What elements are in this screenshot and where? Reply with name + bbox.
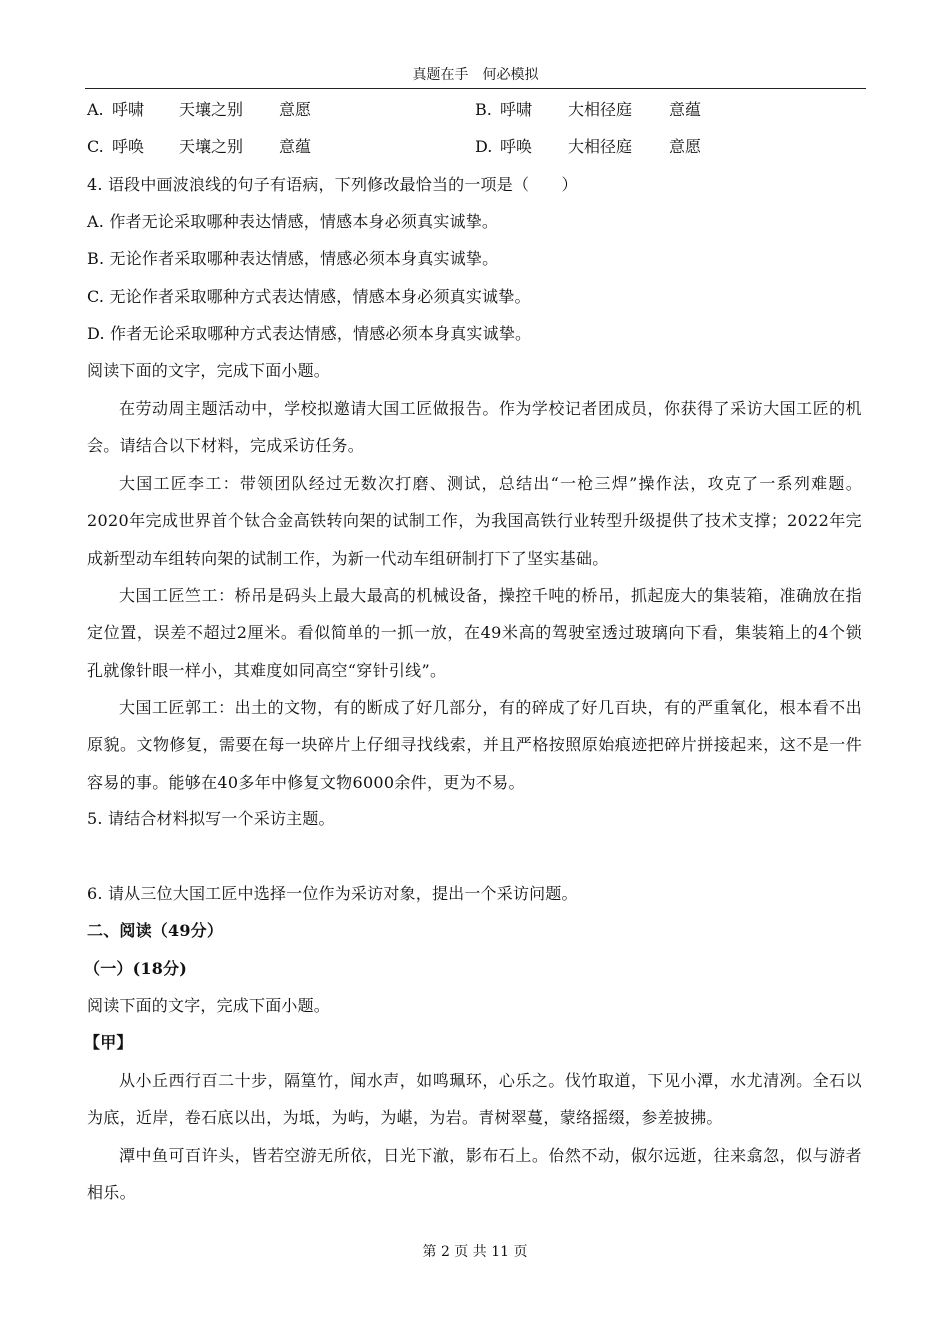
option-b-word3: 意蕴 — [669, 100, 702, 119]
page-number: 第 2 页 共 11 页 — [422, 1244, 528, 1260]
page-header: 真题在手 何必模拟 — [412, 67, 539, 83]
subsection-1-heading: （一）(18分) — [84, 959, 188, 978]
option-c-letter: C. — [87, 137, 104, 156]
passage-jia-paragraph-1: 从小丘西行百二十步，隔篁竹，闻水声，如鸣珮环，心乐之。伐竹取道，下见小潭，水尤清冽。全石以为底，近岸，卷石底以出，为坻，为屿，为嵁，为岩。青树翠蔓，蒙络摇缀，参差披拂。 — [87, 1071, 862, 1128]
option-c-word1: 呼唤 — [112, 137, 145, 156]
option-c-word2: 天壤之别 — [179, 137, 244, 156]
question-4-option-d: D. 作者无论采取哪种方式表达情感，情感必须本身真实诚挚。 — [87, 324, 532, 343]
option-d-word3: 意愿 — [669, 137, 702, 156]
header-divider — [85, 88, 866, 89]
option-d-word2: 大相径庭 — [568, 137, 633, 156]
option-b-letter: B. — [475, 100, 492, 119]
question-6: 6. 请从三位大国工匠中选择一位作为采访对象，提出一个采访问题。 — [87, 884, 578, 903]
material-guo-paragraph: 大国工匠郭工：出土的文物，有的断成了好几部分，有的碎成了好几百块，有的严重氧化，根本看不出原貌。文物修复，需要在每一块碎片上仔细寻找线索，并且严格按照原始痕迹把碎片拼接起来，这不是一件容易的事。能够在40多年中修复文物6000余件，更为不易。 — [87, 698, 862, 792]
question-4-stem: 4. 语段中画波浪线的句子有语病，下列修改最恰当的一项是（ ） — [87, 175, 578, 194]
option-a-word3: 意愿 — [279, 100, 312, 119]
option-c-word3: 意蕴 — [279, 137, 312, 156]
option-a-word1: 呼啸 — [112, 100, 145, 119]
reading-instruction-2: 阅读下面的文字，完成下面小题。 — [87, 996, 331, 1015]
question-4-option-c: C. 无论作者采取哪种方式表达情感，情感本身必须真实诚挚。 — [87, 287, 531, 306]
option-b-word1: 呼啸 — [500, 100, 533, 119]
section-2-heading: 二、阅读（49分） — [87, 921, 224, 940]
material-zhu-paragraph: 大国工匠竺工：桥吊是码头上最大最高的机械设备，操控千吨的桥吊，抓起庞大的集装箱，准确放在指定位置，误差不超过2厘米。看似简单的一抓一放，在49米高的驾驶室透过玻璃向下看，集装箱上的4个锁孔就像针眼一样小，其难度如同高空“穿针引线”。 — [87, 586, 862, 680]
reading-instruction: 阅读下面的文字，完成下面小题。 — [87, 361, 331, 380]
question-5: 5. 请结合材料拟写一个采访主题。 — [87, 809, 335, 828]
passage-jia-paragraph-2: 潭中鱼可百许头，皆若空游无所依，日光下澈，影布石上。佁然不动，俶尔远逝，往来翕忽，似与游者相乐。 — [87, 1146, 862, 1203]
option-b-word2: 大相径庭 — [568, 100, 633, 119]
question-4-option-b: B. 无论作者采取哪种表达情感，情感必须本身真实诚挚。 — [87, 249, 499, 268]
material-intro-paragraph: 在劳动周主题活动中，学校拟邀请大国工匠做报告。作为学校记者团成员，你获得了采访大国工匠的机会。请结合以下材料，完成采访任务。 — [87, 399, 862, 456]
passage-jia-label: 【甲】 — [84, 1033, 133, 1052]
option-d-letter: D. — [475, 137, 493, 156]
option-d-word1: 呼唤 — [500, 137, 533, 156]
option-a-word2: 天壤之别 — [179, 100, 244, 119]
material-li-paragraph: 大国工匠李工：带领团队经过无数次打磨、测试，总结出“一枪三焊”操作法，攻克了一系列难题。2020年完成世界首个钛合金高铁转向架的试制工作，为我国高铁行业转型升级提供了技术支撑；2022年完成新型动车组转向架的试制工作，为新一代动车组研制打下了坚实基础。 — [87, 474, 862, 568]
option-a-letter: A. — [87, 100, 104, 119]
question-4-option-a: A. 作者无论采取哪种表达情感，情感本身必须真实诚挚。 — [87, 212, 499, 231]
